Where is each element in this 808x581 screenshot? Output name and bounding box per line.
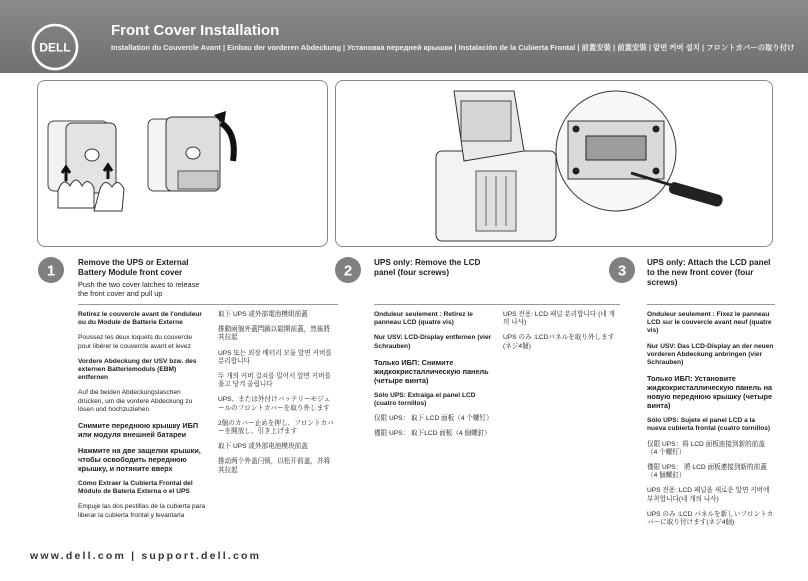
translation-text: 仅限 UPS： 取下 LCD 面板（4 个螺钉） <box>374 415 493 423</box>
translation-text: Только ИБП: Установите жидкокристаллическую панель на новую переднюю крышку (четыре винта) <box>647 374 773 411</box>
step-3-title: UPS only: Attach the LCD panel to the new front cover (four screws) <box>647 258 771 287</box>
step-2-number: 2 <box>343 262 353 280</box>
translation-text: UPS 전용: LCD 패널을 새로운 앞면 커버에 부착합니다(네 개의 나사) <box>647 487 770 503</box>
translation-text: Sólo UPS: Extraiga el panel LCD (cuatro tornillos) <box>374 391 476 408</box>
header-banner <box>0 0 808 73</box>
translation-text: Nur USV: Das LCD-Display an der neuen vorderen Abdeckung anbringen (vier Schrauben) <box>647 342 774 367</box>
dell-logo <box>30 22 80 72</box>
translation-text: 僅限 UPS： 取下LCD 面板（4 個螺釘） <box>374 430 491 438</box>
translation-text: Cómo Extraer la Cubierta Frontal del Módulo de Batería Externa o el UPS <box>78 480 193 496</box>
page-title: Front Cover Installation <box>111 22 280 39</box>
logo-text: DELL <box>39 40 71 55</box>
translation-text: Auf die beiden Abdeckungslaschen drücken, um die vordere Abdeckung zu lösen und hochzuziehen <box>78 389 193 413</box>
step-1-number: 1 <box>46 262 56 280</box>
illustration-panel-2 <box>335 80 773 247</box>
lcd-closeup <box>556 91 676 211</box>
step-2-translations-left <box>374 311 496 446</box>
translation-text: 推動兩個外蓋閂鎖以鬆開前蓋，然後將其拉起 <box>218 326 331 342</box>
translation-text: 두 개의 커버 걸쇠를 밀어서 앞면 커버를 풀고 당겨 올립니다 <box>218 373 331 389</box>
ups-unit-open <box>436 151 556 241</box>
step-2-translations-right <box>503 311 621 358</box>
step-1-title: Remove the UPS or External Battery Module front cover <box>78 258 189 277</box>
ups-cover-removal-illustration <box>38 81 327 246</box>
translation-text: Sólo UPS: Sujete el panel LCD a la nueva cubierta frontal (cuatro tornillos) <box>647 417 771 433</box>
translation-text: Только ИБП: Снимите жидкокристаллическую панель (четыре винта) <box>374 357 489 385</box>
translation-text: 仅限 UPS：将 LCD 面板连接到新的前盖（4 个螺钉） <box>647 440 765 456</box>
divider <box>647 304 775 305</box>
illustration-panel-1 <box>37 80 328 247</box>
translation-text: Poussez les deux loquets du couvercle pour libérer le couvercle avant et levez <box>78 334 192 350</box>
page-subtitle: Installation du Couvercle Avant | Einbau der vorderen Abdeckung | Установка передней крышки | Instalación de la Cubierta Frontal | 前蓋安裝 | 前蓋安裝 | 앞면 커버 설치 | フロントカバーの取り付け <box>111 43 795 52</box>
translation-text: Снимите переднюю крышку ИБП или модуля внешней батареи <box>78 421 199 440</box>
translation-text: 2個のカバー止めを押し、フロントカバーを開放し、引き上げます <box>218 419 334 436</box>
step-2-title: UPS only: Remove the LCD panel (four screws) <box>374 258 481 277</box>
step-3-translations <box>647 311 775 534</box>
footer-links: www.dell.com | support.dell.com <box>30 550 262 562</box>
translation-text: 僅限 UPS： 將 LCD 面板連接到新的前蓋（4 個螺釘） <box>647 464 767 480</box>
front-cover-raised <box>454 91 524 161</box>
ups-unit-right <box>148 117 220 191</box>
step-3-number: 3 <box>617 262 627 280</box>
translation-text: UPS 또는 외장 배터리 모듈 앞면 커버를 분리합니다 <box>218 349 332 365</box>
translation-text: UPS 전용: LCD 패널 분리합니다 (네 개의 나사) <box>503 311 615 327</box>
divider <box>374 304 620 305</box>
translation-text: Vordere Abdeckung der USV bzw. des externen Batteriemoduls (EBM) entfernen <box>78 357 197 382</box>
lcd-panel-illustration <box>336 81 772 246</box>
step-1-translations-left <box>78 311 206 527</box>
step-1-badge <box>37 256 65 284</box>
translation-text: Retirez le couvercle avant de l'onduleur ou du Module de Batterie Externe <box>78 311 202 327</box>
step-1-translations-right <box>218 311 334 482</box>
translation-text: 取下 UPS 或外部電池模組前蓋 <box>218 311 308 318</box>
translation-text: Onduleur seulement : Fixez le panneau LCD sur le couvercle avant neuf (quatre vis) <box>647 311 772 335</box>
translation-text: Empuje las dos pestillas de la cubierta para liberar la cubierta frontal y levantarla <box>78 503 206 519</box>
translation-text: 取下 UPS 或外部电池模块前盖 <box>218 443 308 451</box>
translation-text: Нажмите на две защелки крышки, чтобы освободить переднюю крышку, и потяните вверх <box>78 446 201 474</box>
divider <box>78 304 338 305</box>
step-2-badge <box>334 256 362 284</box>
step-3-badge <box>608 256 636 284</box>
translation-text: Nur USV: LCD-Display entfernen (vier Schrauben) <box>374 334 492 350</box>
ups-unit-left <box>48 121 124 211</box>
translation-text: UPS のみ :LCD パネルを新しいフロントカバーに取り付けます(ネジ4個) <box>647 510 774 527</box>
translation-text: UPS のみ :LCDパネルを取り外します (ネジ4個) <box>503 334 615 350</box>
translation-text: Onduleur seulement : Retirez le panneau LCD (quatre vis) <box>374 311 473 327</box>
translation-text: UPS、または外付けバッテリーモジュールのフロントカバーを取り外します <box>218 396 331 412</box>
translation-text: 推动两个外盖闩锁，以松开前盖，并将其拉起 <box>218 458 331 474</box>
step-1-description: Push the two cover latches to release the front cover and pull up <box>78 280 200 298</box>
